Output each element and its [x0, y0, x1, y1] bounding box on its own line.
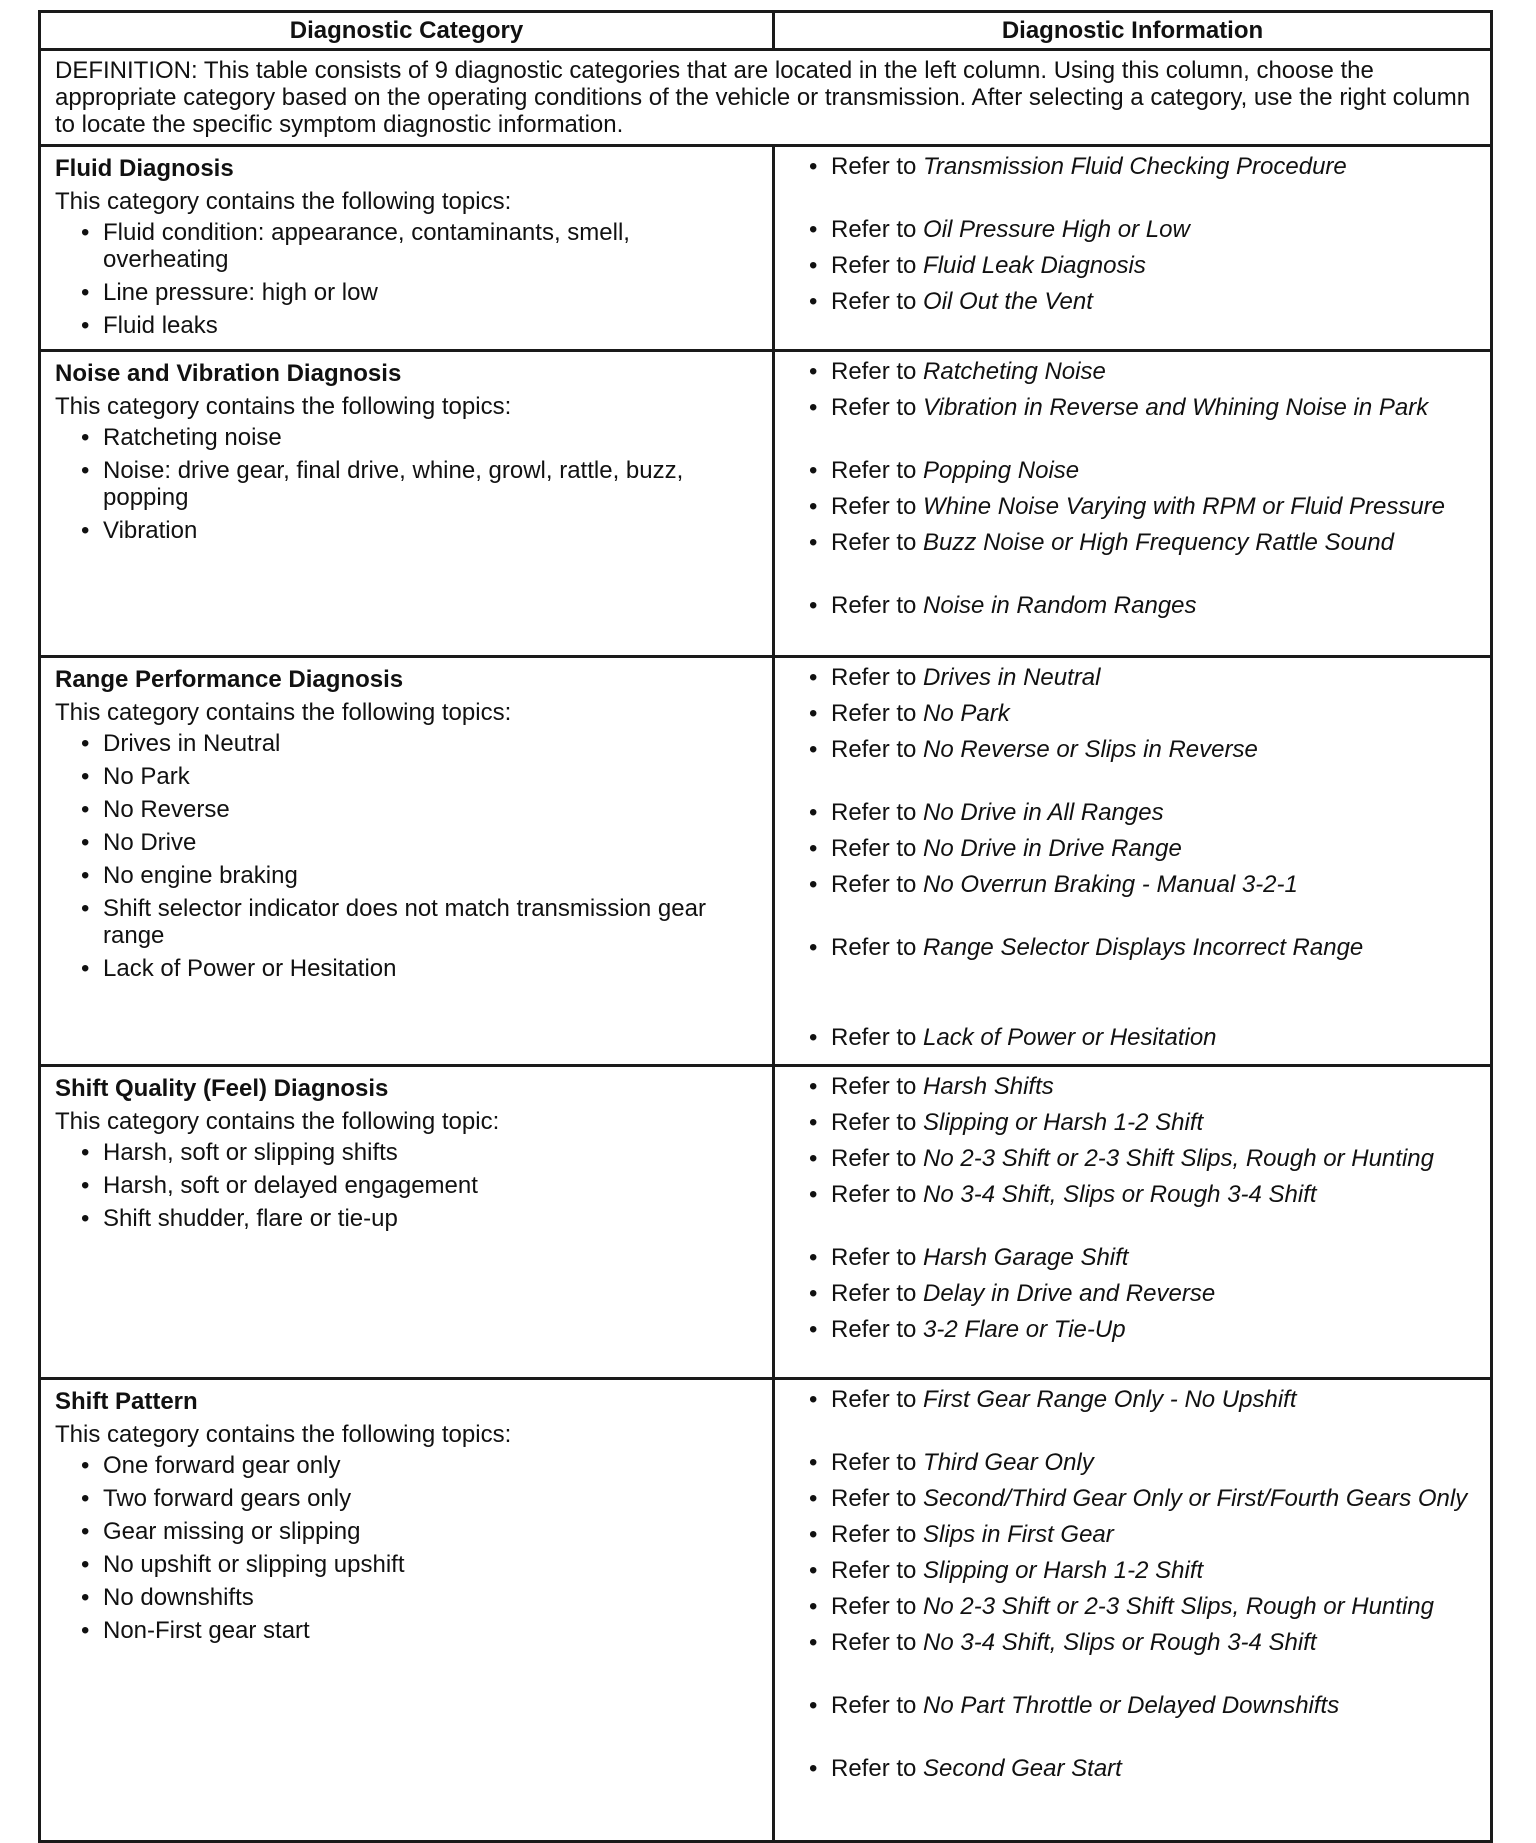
reference-link[interactable]: 3-2 Flare or Tie-Up: [923, 1316, 1126, 1343]
reference-link[interactable]: Third Gear Only: [923, 1449, 1094, 1476]
reference-item: [809, 1280, 1480, 1307]
reference-link[interactable]: Slips in First Gear: [923, 1521, 1114, 1548]
reference-link[interactable]: No 2-3 Shift or 2-3 Shift Slips, Rough or Hunting: [923, 1145, 1434, 1172]
reference-item: [809, 592, 1480, 619]
reference-item: [809, 1244, 1480, 1271]
topic-item: • Harsh, soft or slipping shifts: [81, 1139, 762, 1166]
refer-prefix: Refer to: [831, 1629, 917, 1656]
reference-link[interactable]: Popping Noise: [923, 457, 1080, 484]
refer-prefix: Refer to: [831, 1109, 917, 1136]
reference-link[interactable]: No Reverse or Slips in Reverse: [923, 736, 1258, 763]
reference-link[interactable]: Buzz Noise or High Frequency Rattle Sound: [923, 529, 1394, 556]
reference-item: [809, 1449, 1480, 1476]
category-title: Shift Quality (Feel) Diagnosis: [55, 1075, 389, 1102]
category-intro: This category contains the following topics:: [55, 1421, 512, 1448]
reference-link[interactable]: Noise in Random Ranges: [923, 592, 1197, 619]
reference-item: [809, 153, 1480, 180]
reference-item: [809, 934, 1480, 961]
reference-item: [809, 799, 1480, 826]
category-row-shift-pattern: [40, 1379, 1492, 1842]
topic-item: • Lack of Power or Hesitation: [81, 955, 762, 982]
refer-prefix: Refer to: [831, 529, 917, 556]
reference-list: [789, 153, 1480, 315]
refer-prefix: Refer to: [831, 1485, 917, 1512]
category-row-shift-quality: [40, 1066, 1492, 1379]
reference-link[interactable]: No Part Throttle or Delayed Downshifts: [923, 1692, 1340, 1719]
reference-item: [809, 1024, 1480, 1051]
refer-prefix: Refer to: [831, 358, 917, 385]
topic-list: [55, 1452, 762, 1644]
header-diagnostic-category: Diagnostic Category: [40, 12, 774, 50]
topic-item: • Ratcheting noise: [81, 424, 762, 451]
reference-item: [809, 1073, 1480, 1100]
header-row: [40, 12, 1492, 50]
topic-item: • Non-First gear start: [81, 1617, 762, 1644]
reference-item: [809, 1557, 1480, 1584]
reference-item: [809, 252, 1480, 279]
reference-item: [809, 288, 1480, 315]
header-diagnostic-information: Diagnostic Information: [774, 12, 1492, 50]
reference-list: [789, 358, 1480, 619]
refer-prefix: Refer to: [831, 153, 917, 180]
reference-item: [809, 736, 1480, 763]
topic-item: • No downshifts: [81, 1584, 762, 1611]
reference-list: [789, 1386, 1480, 1782]
reference-link[interactable]: Second/Third Gear Only or First/Fourth Gears Only: [923, 1485, 1468, 1512]
reference-link[interactable]: No Drive in Drive Range: [923, 835, 1182, 862]
category-row-range-performance: [40, 657, 1492, 1066]
refer-prefix: Refer to: [831, 1449, 917, 1476]
topic-item: • Shift shudder, flare or tie-up: [81, 1205, 762, 1232]
reference-item: [809, 457, 1480, 484]
category-cell: [40, 657, 774, 1066]
definition-text: DEFINITION: This table consists of 9 diagnostic categories that are located in the left column. Using this column, choose the appropriate category based on the operating conditions of the vehicle or transmission. After selecting a category, use the right column to locate the specific symptom diagnostic information.: [40, 50, 1492, 146]
refer-prefix: Refer to: [831, 457, 917, 484]
topic-item: • No Park: [81, 763, 762, 790]
diagnostic-table: [38, 10, 1493, 1843]
topic-item: • No Reverse: [81, 796, 762, 823]
category-title: Fluid Diagnosis: [55, 155, 234, 182]
category-intro: This category contains the following topic:: [55, 1108, 500, 1135]
reference-link[interactable]: Vibration in Reverse and Whining Noise in Park: [923, 394, 1429, 421]
refer-prefix: Refer to: [831, 1145, 917, 1172]
topic-item: • No upshift or slipping upshift: [81, 1551, 762, 1578]
reference-link[interactable]: Second Gear Start: [923, 1755, 1122, 1782]
reference-item: [809, 1593, 1480, 1620]
reference-link[interactable]: Delay in Drive and Reverse: [923, 1280, 1216, 1307]
category-intro: This category contains the following topics:: [55, 188, 512, 215]
topic-item: • No engine braking: [81, 862, 762, 889]
reference-link[interactable]: No 3-4 Shift, Slips or Rough 3-4 Shift: [923, 1181, 1317, 1208]
reference-link[interactable]: No Park: [923, 700, 1010, 727]
topic-item: • Two forward gears only: [81, 1485, 762, 1512]
reference-item: [809, 493, 1480, 520]
topic-list: [55, 1139, 762, 1232]
topic-item: • Vibration: [81, 517, 762, 544]
reference-item: [809, 1755, 1480, 1782]
category-intro: This category contains the following topics:: [55, 699, 512, 726]
refer-prefix: Refer to: [831, 664, 917, 691]
topic-item: • Drives in Neutral: [81, 730, 762, 757]
refer-prefix: Refer to: [831, 736, 917, 763]
reference-item: [809, 1692, 1480, 1719]
reference-link[interactable]: No 3-4 Shift, Slips or Rough 3-4 Shift: [923, 1629, 1317, 1656]
refer-prefix: Refer to: [831, 592, 917, 619]
topic-list: [55, 730, 762, 982]
topic-item: • Gear missing or slipping: [81, 1518, 762, 1545]
reference-link[interactable]: No Drive in All Ranges: [923, 799, 1164, 826]
category-title: Noise and Vibration Diagnosis: [55, 360, 402, 387]
refer-prefix: Refer to: [831, 835, 917, 862]
reference-link[interactable]: Fluid Leak Diagnosis: [923, 252, 1146, 279]
category-cell: [40, 1379, 774, 1842]
refer-prefix: Refer to: [831, 1024, 917, 1051]
refer-prefix: Refer to: [831, 934, 917, 961]
refer-prefix: Refer to: [831, 1521, 917, 1548]
reference-link[interactable]: Oil Pressure High or Low: [923, 216, 1190, 243]
reference-link[interactable]: Harsh Shifts: [923, 1073, 1054, 1100]
reference-link[interactable]: Range Selector Displays Incorrect Range: [923, 934, 1364, 961]
reference-item: [809, 1145, 1480, 1172]
topic-item: • One forward gear only: [81, 1452, 762, 1479]
reference-item: [809, 871, 1480, 898]
reference-link[interactable]: Slipping or Harsh 1-2 Shift: [923, 1109, 1204, 1136]
refer-prefix: Refer to: [831, 216, 917, 243]
refer-prefix: Refer to: [831, 1244, 917, 1271]
reference-item: [809, 1386, 1480, 1413]
refer-prefix: Refer to: [831, 394, 917, 421]
reference-link[interactable]: Whine Noise Varying with RPM or Fluid Pressure: [923, 493, 1445, 520]
reference-item: [809, 664, 1480, 691]
category-cell: [40, 146, 774, 351]
topic-item: • Fluid leaks: [81, 312, 762, 339]
refer-prefix: Refer to: [831, 1181, 917, 1208]
refer-prefix: Refer to: [831, 700, 917, 727]
category-row-fluid-diagnosis: [40, 146, 1492, 351]
topic-item: • Fluid condition: appearance, contaminants, smell, overheating: [81, 219, 762, 273]
refer-prefix: Refer to: [831, 1692, 917, 1719]
refer-prefix: Refer to: [831, 871, 917, 898]
reference-link[interactable]: Oil Out the Vent: [923, 288, 1093, 315]
refer-prefix: Refer to: [831, 1755, 917, 1782]
topic-item: • Shift selector indicator does not match transmission gear range: [81, 895, 762, 949]
category-title: Range Performance Diagnosis: [55, 666, 404, 693]
reference-link[interactable]: Transmission Fluid Checking Procedure: [923, 153, 1347, 180]
reference-item: [809, 1109, 1480, 1136]
reference-item: [809, 216, 1480, 243]
reference-link[interactable]: Harsh Garage Shift: [923, 1244, 1129, 1271]
topic-list: [55, 424, 762, 544]
refer-prefix: Refer to: [831, 799, 917, 826]
refer-prefix: Refer to: [831, 1316, 917, 1343]
reference-item: [809, 1629, 1480, 1656]
reference-item: [809, 1521, 1480, 1548]
reference-item: [809, 394, 1480, 421]
info-cell: [774, 146, 1492, 351]
reference-link[interactable]: Drives in Neutral: [923, 664, 1101, 691]
info-cell: [774, 1379, 1492, 1842]
reference-item: [809, 1316, 1480, 1343]
topic-list: [55, 219, 762, 339]
refer-prefix: Refer to: [831, 1386, 917, 1413]
info-cell: [774, 351, 1492, 657]
refer-prefix: Refer to: [831, 1073, 917, 1100]
refer-prefix: Refer to: [831, 1557, 917, 1584]
reference-link[interactable]: No Overrun Braking - Manual 3-2-1: [923, 871, 1298, 898]
definition-row: [40, 50, 1492, 146]
reference-link[interactable]: First Gear Range Only - No Upshift: [923, 1386, 1297, 1413]
reference-item: [809, 358, 1480, 385]
reference-link[interactable]: Lack of Power or Hesitation: [923, 1024, 1217, 1051]
reference-item: [809, 700, 1480, 727]
topic-item: • No Drive: [81, 829, 762, 856]
reference-link[interactable]: No 2-3 Shift or 2-3 Shift Slips, Rough or Hunting: [923, 1593, 1434, 1620]
info-cell: [774, 1066, 1492, 1379]
topic-item: • Noise: drive gear, final drive, whine, growl, rattle, buzz, popping: [81, 457, 762, 511]
reference-item: [809, 1181, 1480, 1208]
category-intro: This category contains the following topics:: [55, 393, 512, 420]
refer-prefix: Refer to: [831, 1593, 917, 1620]
reference-item: [809, 1485, 1480, 1512]
category-cell: [40, 1066, 774, 1379]
category-row-noise-vibration: [40, 351, 1492, 657]
category-title: Shift Pattern: [55, 1388, 198, 1415]
refer-prefix: Refer to: [831, 1280, 917, 1307]
refer-prefix: Refer to: [831, 493, 917, 520]
topic-item: • Harsh, soft or delayed engagement: [81, 1172, 762, 1199]
reference-link[interactable]: Slipping or Harsh 1-2 Shift: [923, 1557, 1204, 1584]
refer-prefix: Refer to: [831, 288, 917, 315]
reference-link[interactable]: Ratcheting Noise: [923, 358, 1106, 385]
category-cell: [40, 351, 774, 657]
refer-prefix: Refer to: [831, 252, 917, 279]
reference-list: [789, 1073, 1480, 1343]
topic-item: • Line pressure: high or low: [81, 279, 762, 306]
reference-item: [809, 835, 1480, 862]
info-cell: [774, 657, 1492, 1066]
reference-list: [789, 664, 1480, 1051]
reference-item: [809, 529, 1480, 556]
